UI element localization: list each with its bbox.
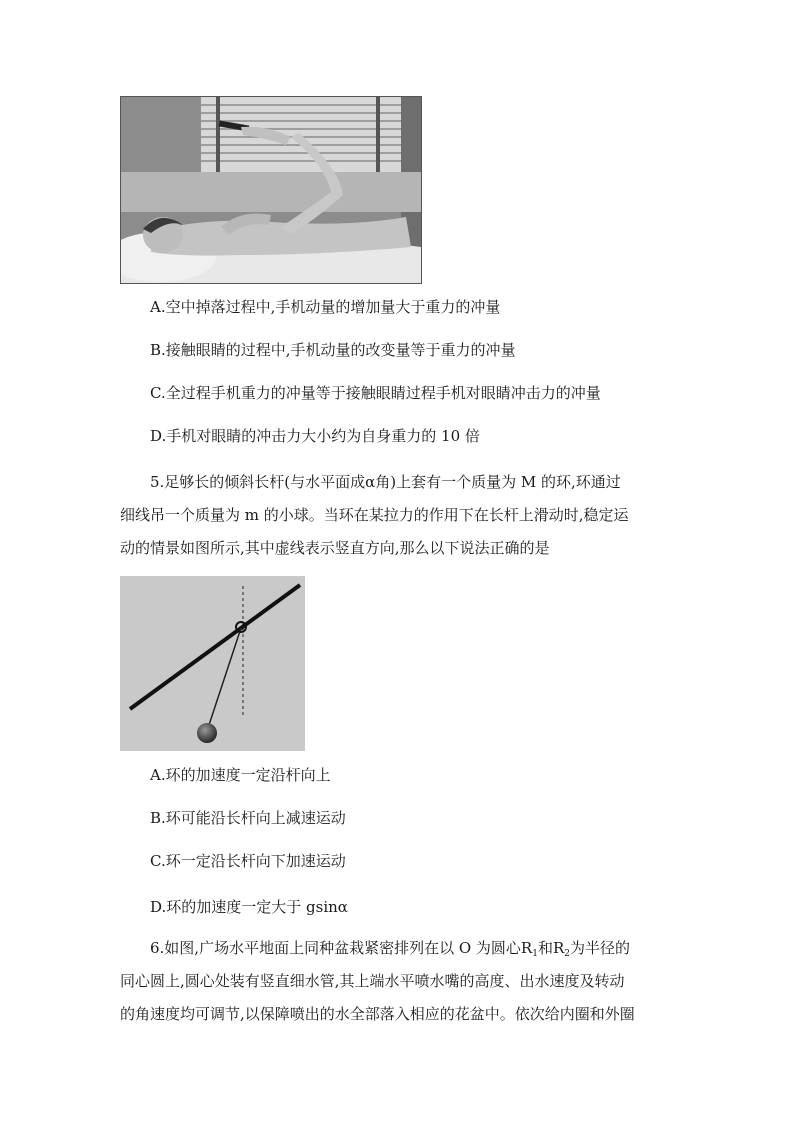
q5-stem-line-2: 细线吊一个质量为 m 的小球。当环在某拉力的作用下在长杆上滑动时,稳定运 — [120, 506, 629, 524]
q4-option-c: C.全过程手机重力的冲量等于接触眼睛过程手机对眼睛冲击力的冲量 — [150, 384, 601, 402]
q5-option-b: B.环可能沿长杆向上减速运动 — [150, 809, 346, 827]
q5-stem-line-3: 动的情景如图所示,其中虚线表示竖直方向,那么以下说法正确的是 — [120, 539, 550, 557]
q6-stem-line-3: 的角速度均可调节,以保障喷出的水全部落入相应的花盆中。依次给内圈和外圈 — [120, 1005, 635, 1023]
q5-option-a: A.环的加速度一定沿杆向上 — [150, 766, 331, 784]
photo-person-lying-with-phone — [120, 96, 422, 284]
inclined-rod-pendulum-diagram — [120, 576, 305, 751]
q4-option-d: D.手机对眼睛的冲击力大小约为自身重力的 10 倍 — [150, 427, 480, 445]
q4-option-a: A.空中掉落过程中,手机动量的增加量大于重力的冲量 — [150, 298, 501, 316]
q5-option-d: D.环的加速度一定大于 gsinα — [150, 898, 348, 916]
q6-stem-line-2: 同心圆上,圆心处装有竖直细水管,其上端水平喷水嘴的高度、出水速度及转动 — [120, 972, 625, 990]
q4-option-b: B.接触眼睛的过程中,手机动量的改变量等于重力的冲量 — [150, 341, 516, 359]
q6-stem-line-1: 6.如图,广场水平地面上同种盆栽紧密排列在以 O 为圆心$R_1$和$R_2$为半径的 — [150, 939, 631, 959]
ball — [197, 723, 217, 743]
q5-stem-line-1: 5.足够长的倾斜长杆(与水平面成α角)上套有一个质量为 M 的环,环通过 — [150, 473, 621, 491]
q5-option-c: C.环一定沿长杆向下加速运动 — [150, 852, 346, 870]
